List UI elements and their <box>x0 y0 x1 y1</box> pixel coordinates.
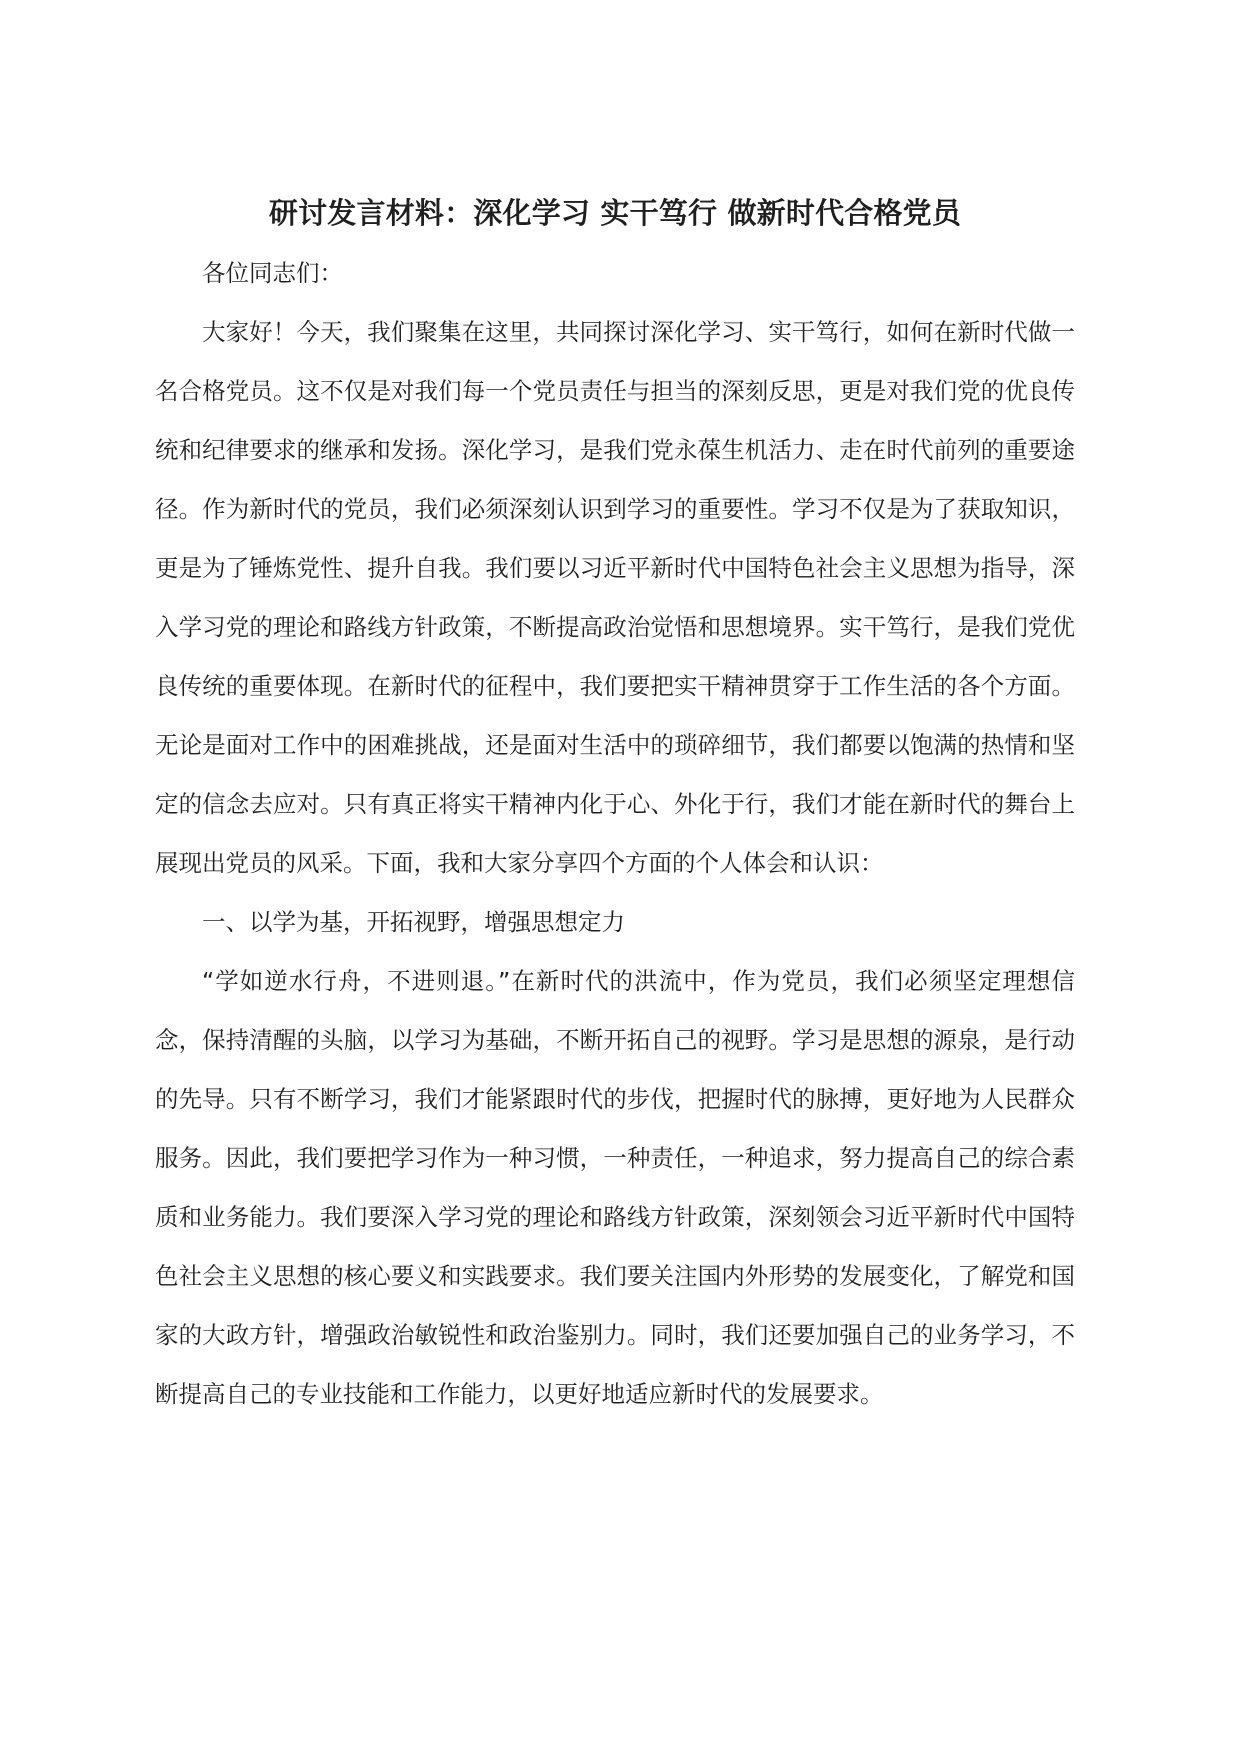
intro-paragraph: 大家好！今天，我们聚集在这里，共同探讨深化学习、实干笃行，如何在新时代做一名合格党员。这不仅是对我们每一个党员责任与担当的深刻反思，更是对我们党的优良传统和纪律要求的继承和发扬。深化学习，是我们党永葆生机活力、走在时代前列的重要途径。作为新时代的党员，我们必须深刻认识到学习的重要性。学习不仅是为了获取知识，更是为了锤炼党性、提升自我。我们要以习近平新时代中国特色社会主义思想为指导，深入学习党的理论和路线方针政策，不断提高政治觉悟和思想境界。实干笃行，是我们党优良传统的重要体现。在新时代的征程中，我们要把实干精神贯穿于工作生活的各个方面。无论是面对工作中的困难挑战，还是面对生活中的琐碎细节，我们都要以饱满的热情和坚定的信念去应对。只有真正将实干精神内化于心、外化于行，我们才能在新时代的舞台上展现出党员的风采。下面，我和大家分享四个方面的个人体会和认识： <box>155 318 1075 877</box>
section-paragraph-1: “学如逆水行舟，不进则退。”在新时代的洪流中，作为党员，我们必须坚定理想信念，保持清醒的头脑，以学习为基础，不断开拓自己的视野。学习是思想的源泉，是行动的先导。只有不断学习，我们才能紧跟时代的步伐，把握时代的脉搏，更好地为人民群众服务。因此，我们要把学习作为一种习惯，一种责任，一种追求，努力提高自己的综合素质和业务能力。我们要深入学习党的理论和路线方针政策，深刻领会习近平新时代中国特色社会主义思想的核心要义和实践要求。我们要关注国内外形势的发展变化，了解党和国家的大政方针，增强政治敏锐性和政治鉴别力。同时，我们还要加强自己的业务学习，不断提高自己的专业技能和工作能力，以更好地适应新时代的发展要求。 <box>155 967 1075 1408</box>
section-heading-1: 一、以学为基，开拓视野，增强思想定力 <box>202 908 625 936</box>
document-body <box>155 190 1075 1424</box>
document-title: 研讨发言材料：深化学习 实干笃行 做新时代合格党员 <box>268 196 962 230</box>
salutation: 各位同志们： <box>202 259 343 287</box>
